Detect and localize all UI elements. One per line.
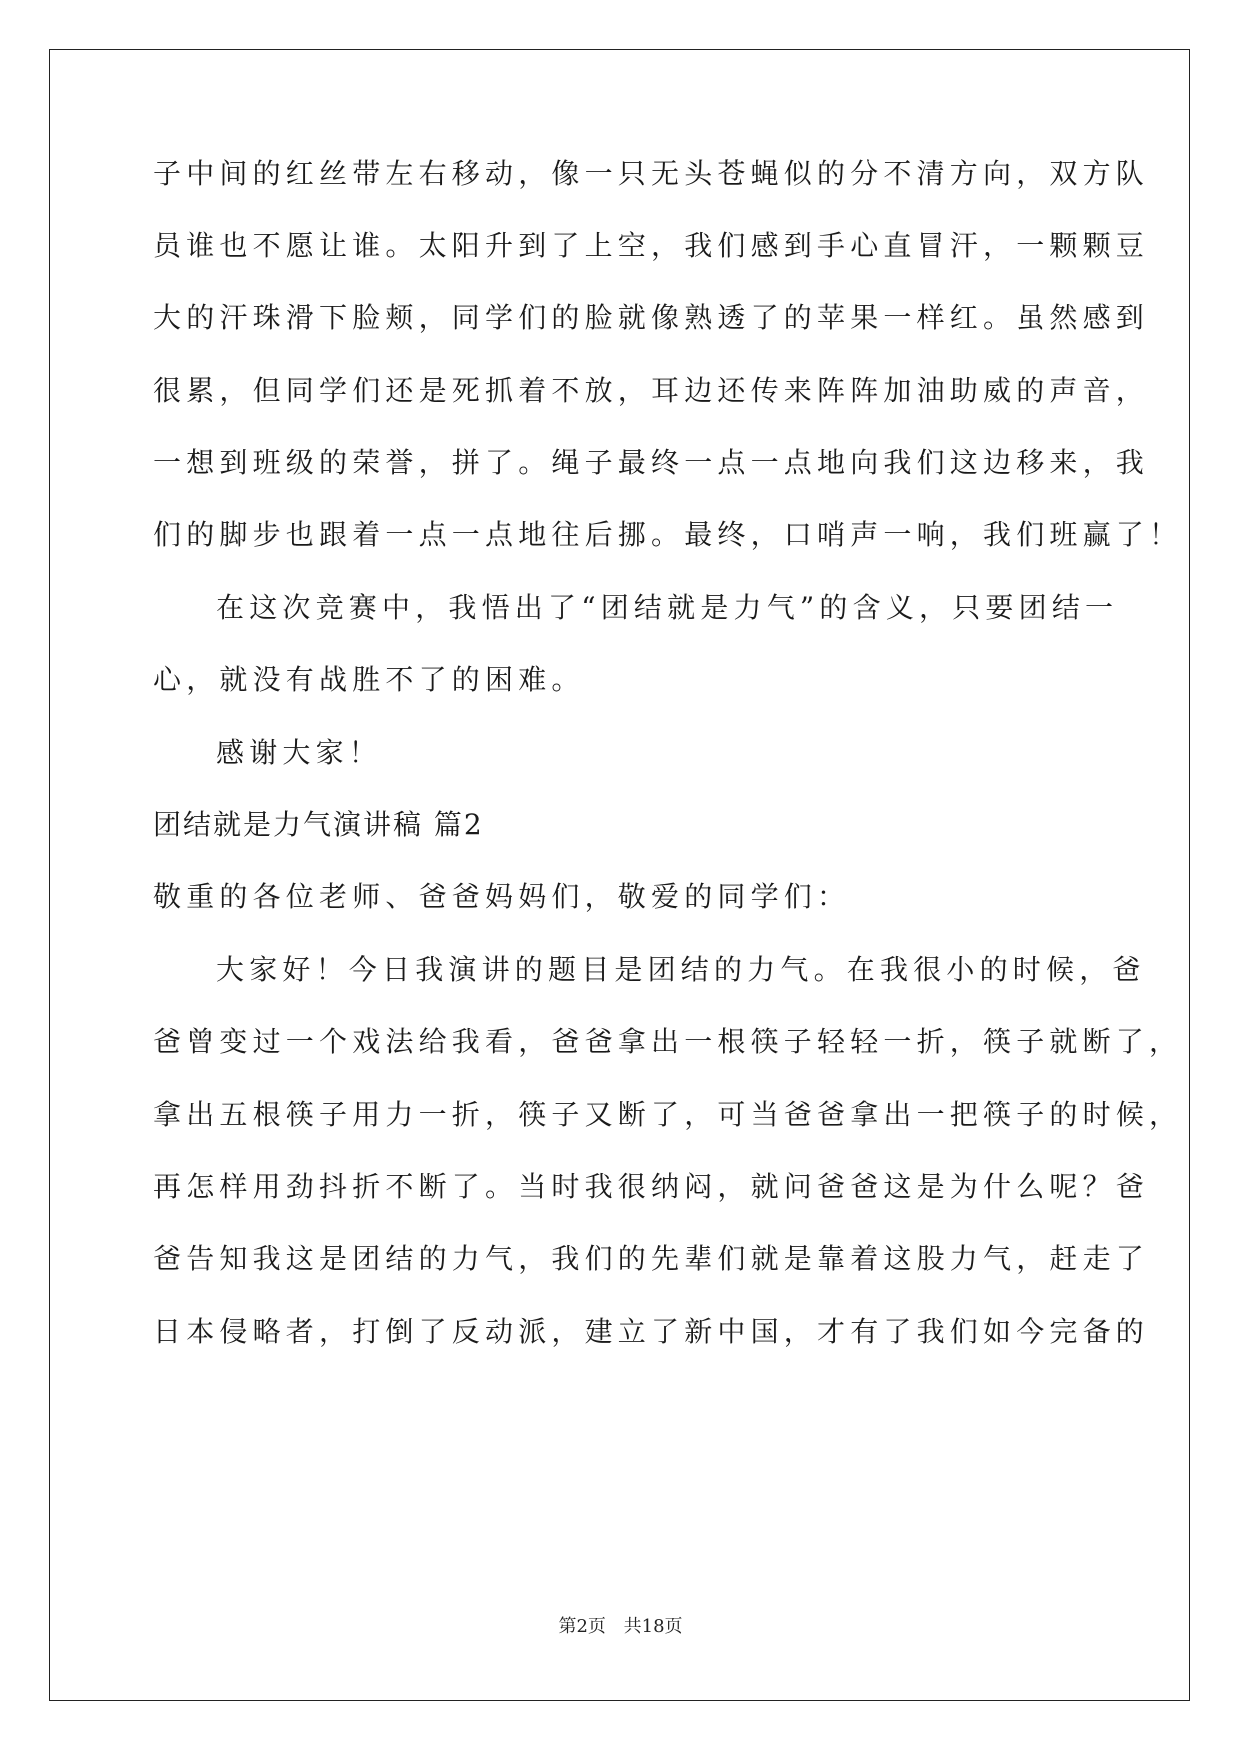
text-line: 很累，但同学们还是死抓着不放，耳边还传来阵阵加油助威的声音，	[153, 374, 1150, 407]
text-line: 们的脚步也跟着一点一点地往后挪。最终，口哨声一响，我们班赢了！	[153, 518, 1183, 551]
text-line: 再怎样用劲抖折不断了。当时我很纳闷，就问爸爸这是为什么呢？爸	[153, 1170, 1150, 1203]
text-line: 爸曾变过一个戏法给我看，爸爸拿出一根筷子轻轻一折，筷子就断了，	[153, 1025, 1183, 1058]
page-number: 第2页	[558, 1616, 606, 1637]
text-line: 心，就没有战胜不了的困难。	[153, 663, 585, 696]
text-line: 员谁也不愿让谁。太阳升到了上空，我们感到手心直冒汗，一颗颗豆	[153, 229, 1150, 262]
text-line: 大的汗珠滑下脸颊，同学们的脸就像熟透了的苹果一样红。虽然感到	[153, 301, 1150, 334]
text-line: 在这次竞赛中，我悟出了“团结就是力气”的含义，只要团结一	[216, 591, 1119, 624]
text-line: 拿出五根筷子用力一折，筷子又断了，可当爸爸拿出一把筷子的时候，	[153, 1098, 1183, 1131]
text-line: 爸告知我这是团结的力气，我们的先辈们就是靠着这股力气，赶走了	[153, 1242, 1150, 1275]
section-heading: 团结就是力气演讲稿 篇2	[153, 808, 484, 841]
text-line: 一想到班级的荣誉，拼了。绳子最终一点一点地向我们这边移来，我	[153, 446, 1150, 479]
text-line: 大家好！今日我演讲的题目是团结的力气。在我很小的时候，爸	[216, 953, 1146, 986]
salutation: 敬重的各位老师、爸爸妈妈们，敬爱的同学们：	[153, 880, 851, 913]
text-line: 子中间的红丝带左右移动，像一只无头苍蝇似的分不清方向，双方队	[153, 157, 1150, 190]
page-border	[49, 49, 1190, 1701]
page-footer	[0, 1612, 1241, 1638]
text-line: 日本侵略者，打倒了反动派，建立了新中国，才有了我们如今完备的	[153, 1315, 1150, 1348]
page-total: 共18页	[623, 1616, 683, 1637]
text-line: 感谢大家！	[216, 736, 383, 769]
